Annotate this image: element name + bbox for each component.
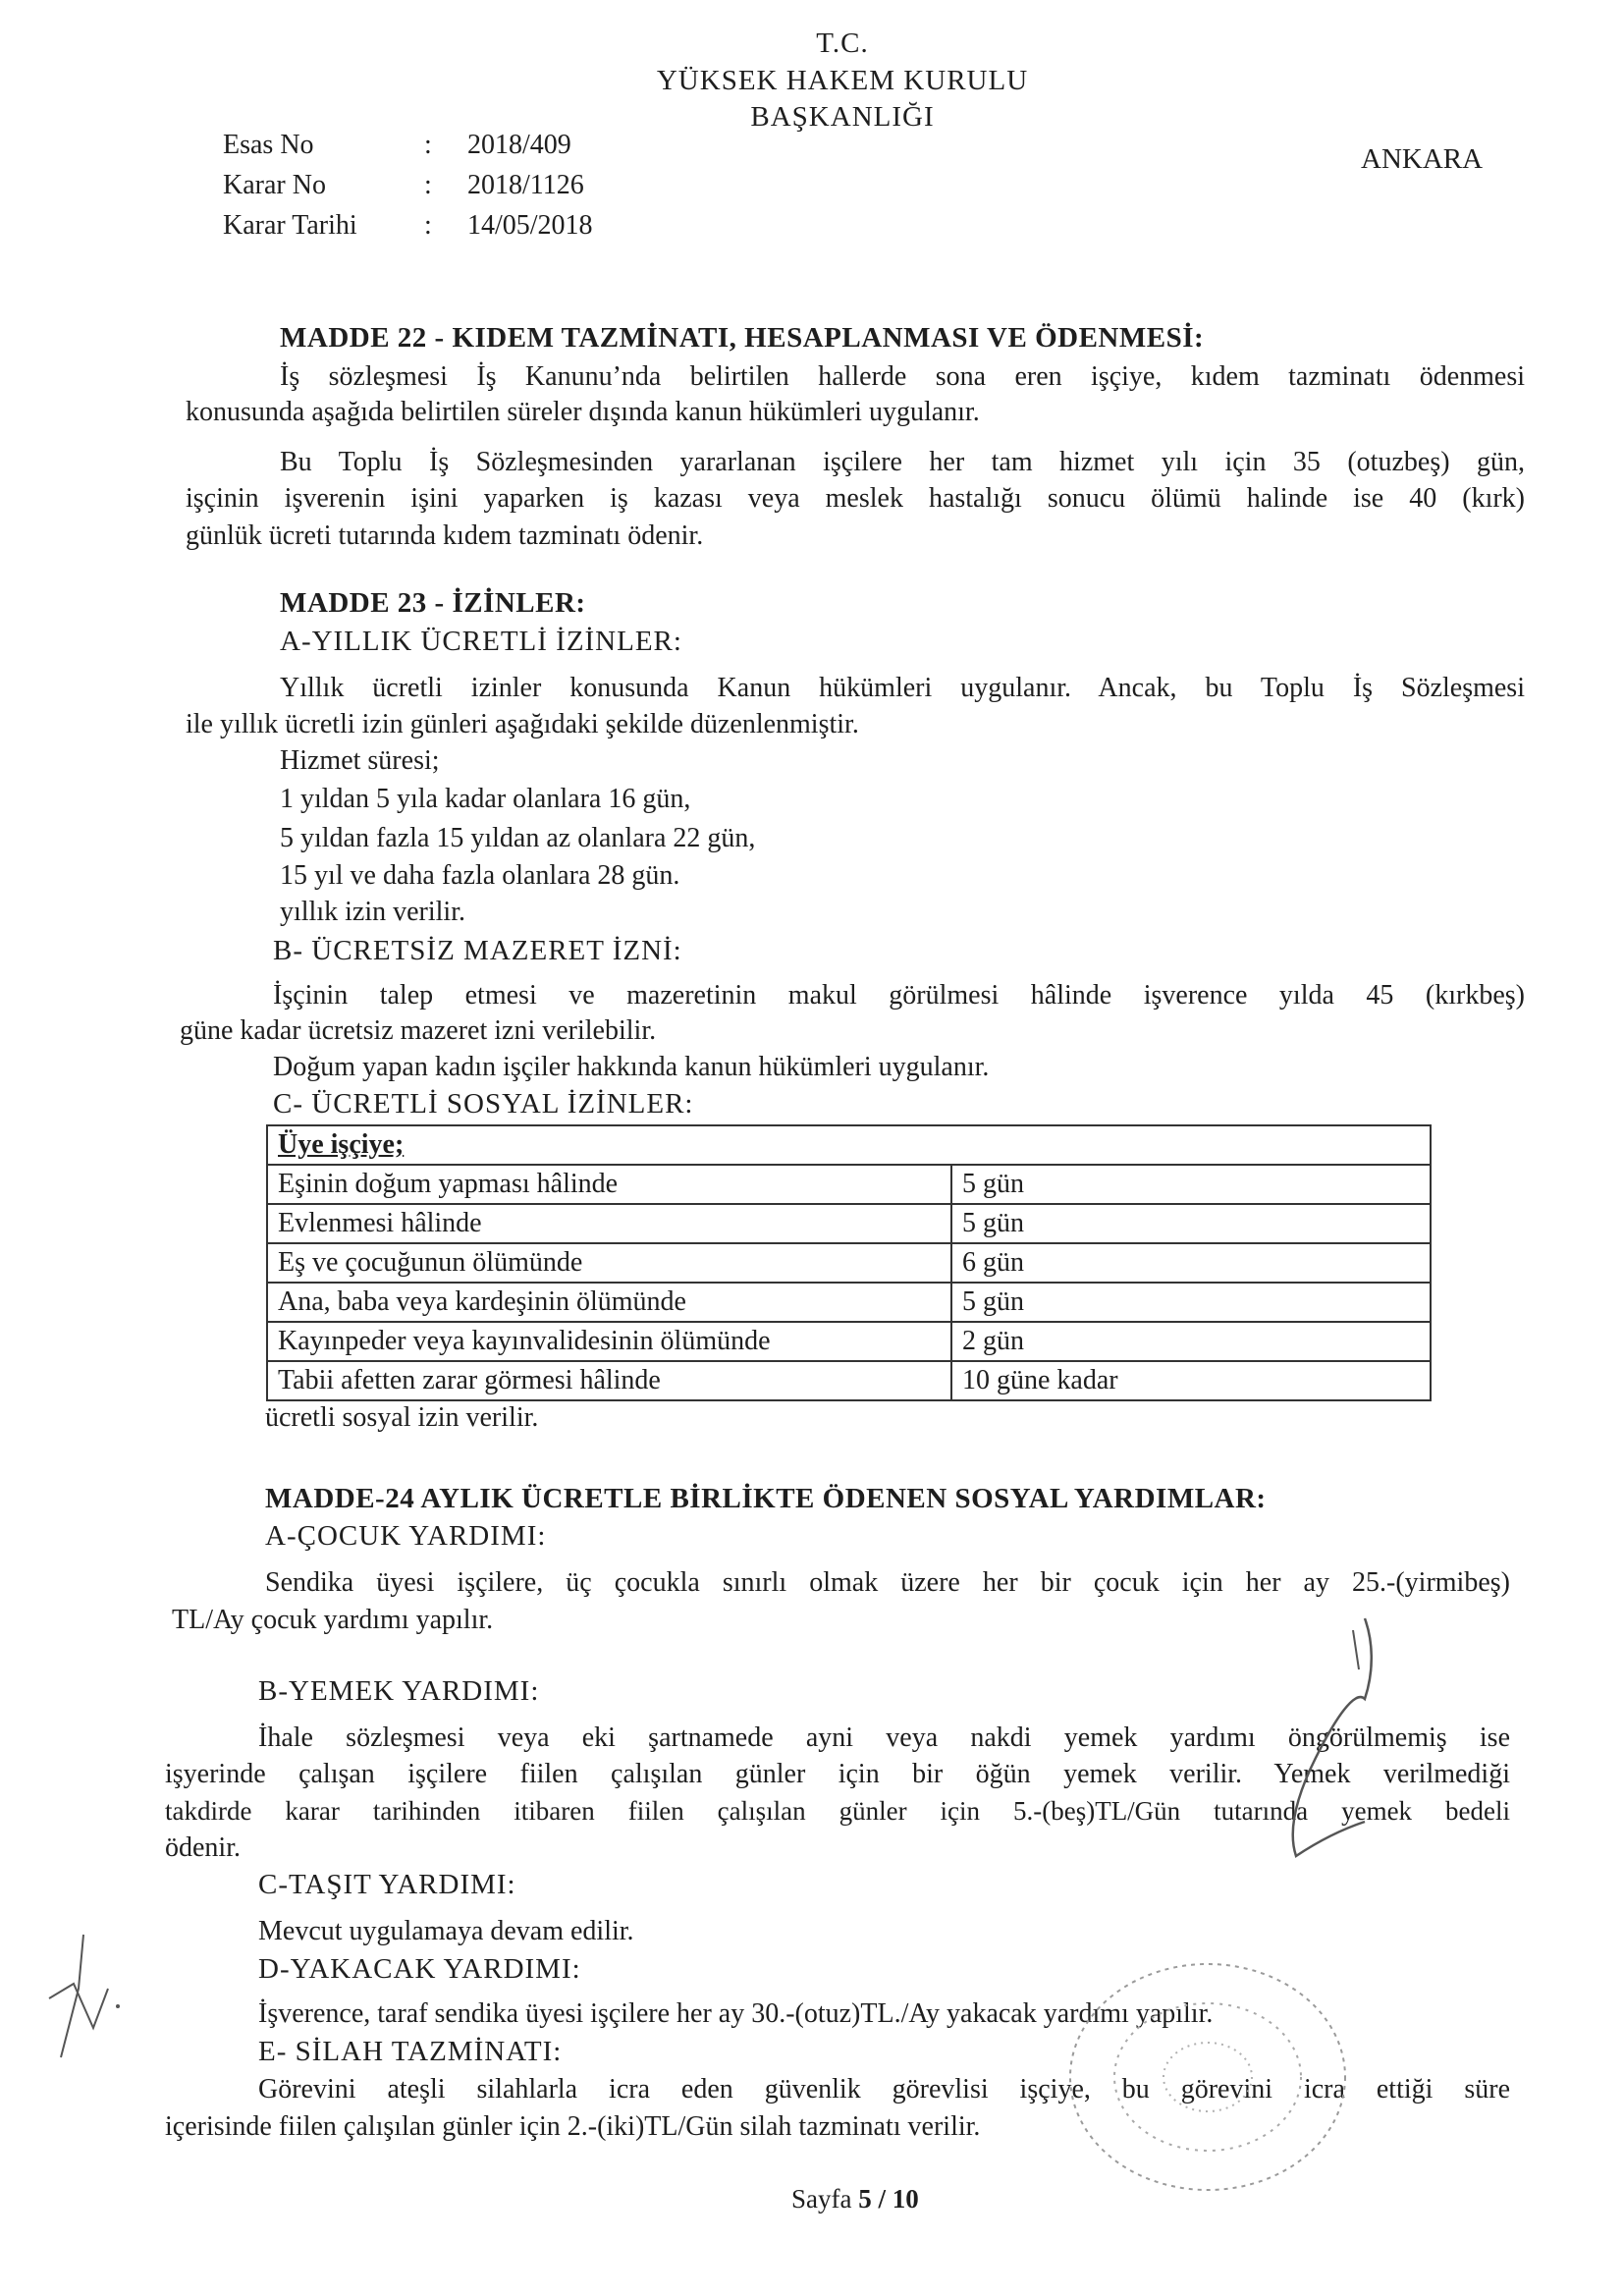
madde24-b-line: İhale sözleşmesi veya eki şartnamede ayni veya nakdi yemek yardımı öngörülmemiş ise: [258, 1722, 1510, 1753]
leave-days: 5 gün: [951, 1283, 1431, 1322]
header-institution: YÜKSEK HAKEM KURULU: [656, 65, 1029, 96]
page-number: 5 / 10: [858, 2184, 919, 2214]
case-meta: [223, 125, 593, 246]
madde23-a-line: 5 yıldan fazla 15 yıldan az olanlara 22 gün,: [280, 823, 756, 853]
madde23-b-line: güne kadar ücretsiz mazeret izni verilebilir.: [180, 1015, 657, 1046]
madde24-a-line: TL/Ay çocuk yardımı yapılır.: [172, 1605, 494, 1635]
header-city: ANKARA: [1361, 143, 1484, 175]
madde24-b-line: işyerinde çalışan işçilere fiilen çalışılan günler için bir öğün yemek verilir. Yemek verilmediği: [165, 1759, 1510, 1789]
karar-separator: :: [424, 170, 432, 200]
madde23-b-line: İşçinin talep etmesi ve mazeretinin makul görülmesi hâlinde işverence yılda 45 (kırkbeş): [273, 980, 1525, 1011]
leave-days: 2 gün: [951, 1322, 1431, 1361]
madde23-a-line: Hizmet süresi;: [280, 745, 440, 776]
esas-label: Esas No: [223, 130, 314, 160]
table-row: [267, 1322, 1431, 1361]
madde24-c-line: Mevcut uygulamaya devam edilir.: [258, 1916, 634, 1946]
madde22-line: İş sözleşmesi İş Kanunu’nda belirtilen hallerde sona eren işçiye, kıdem tazminatı ödenmesi: [280, 361, 1525, 392]
table-header-cell: Üye işçiye;: [267, 1125, 1431, 1165]
leave-event: Kayınpeder veya kayınvalidesinin ölümünde: [267, 1322, 951, 1361]
madde24-b-line: ödenir.: [165, 1832, 241, 1863]
madde23-a-line: Yıllık ücretli izinler konusunda Kanun hükümleri uygulanır. Ancak, bu Toplu İş Sözleşmesi: [280, 673, 1525, 703]
madde24-sub-e: E- SİLAH TAZMİNATI:: [258, 2036, 563, 2067]
madde22-heading: MADDE 22 - KIDEM TAZMİNATI, HESAPLANMASI VE ÖDENMESİ:: [280, 322, 1205, 354]
madde24-d-line: İşverence, taraf sendika üyesi işçilere her ay 30.-(otuz)TL./Ay yakacak yardımı yapılır.: [258, 1998, 1214, 2029]
table-footer: ücretli sosyal izin verilir.: [265, 1402, 539, 1433]
madde24-e-line: Görevini ateşli silahlarla icra eden güvenlik görevlisi işçiye, bu görevini icra ettiği süre: [258, 2074, 1510, 2105]
table-row: [267, 1243, 1431, 1283]
leave-days: 5 gün: [951, 1204, 1431, 1243]
madde24-heading: MADDE-24 AYLIK ÜCRETLE BİRLİKTE ÖDENEN SOSYAL YARDIMLAR:: [265, 1483, 1267, 1514]
madde23-heading: MADDE 23 - İZİNLER:: [280, 587, 586, 619]
madde22-line: günlük ücreti tutarında kıdem tazminatı ödenir.: [186, 520, 704, 551]
madde24-e-line: içerisinde fiilen çalışılan günler için 2.-(iki)TL/Gün silah tazminatı verilir.: [165, 2111, 981, 2142]
leave-days: 10 güne kadar: [951, 1361, 1431, 1400]
table-row: [267, 1204, 1431, 1243]
karar-label: Karar No: [223, 170, 326, 200]
initial-mark: [39, 1930, 128, 2067]
table-row: [267, 1361, 1431, 1400]
tarih-label: Karar Tarihi: [223, 210, 357, 241]
header-office: BAŞKANLIĞI: [750, 101, 935, 133]
esas-separator: :: [424, 130, 432, 160]
leave-event: Eşinin doğum yapması hâlinde: [267, 1165, 951, 1204]
karar-row: [223, 165, 593, 205]
esas-value: 2018/409: [467, 130, 571, 160]
madde24-a-line: Sendika üyesi işçilere, üç çocukla sınırlı olmak üzere her bir çocuk için her ay 25.-(yirmibeş): [265, 1567, 1510, 1598]
madde22-line: işçinin işverenin işini yaparken iş kazası veya meslek hastalığı sonucu ölümü halinde ise 40 (kırk): [186, 483, 1525, 514]
madde24-sub-d: D-YAKACAK YARDIMI:: [258, 1953, 581, 1985]
official-stamp: [1060, 1954, 1355, 2200]
table-row: [267, 1165, 1431, 1204]
leave-days: 5 gün: [951, 1165, 1431, 1204]
madde23-b-line: Doğum yapan kadın işçiler hakkında kanun hükümleri uygulanır.: [273, 1052, 990, 1082]
page-label: Sayfa: [791, 2184, 852, 2214]
table-row: [267, 1283, 1431, 1322]
madde22-line: konusunda aşağıda belirtilen süreler dışında kanun hükümleri uygulanır.: [186, 397, 980, 427]
madde24-sub-c: C-TAŞIT YARDIMI:: [258, 1869, 516, 1900]
tarih-separator: :: [424, 210, 432, 241]
esas-row: [223, 125, 593, 165]
madde22-line: Bu Toplu İş Sözleşmesinden yararlanan işçilere her tam hizmet yılı için 35 (otuzbeş) gün,: [280, 447, 1525, 477]
leave-event: Tabii afetten zarar görmesi hâlinde: [267, 1361, 951, 1400]
leave-days: 6 gün: [951, 1243, 1431, 1283]
leave-event: Eş ve çocuğunun ölümünde: [267, 1243, 951, 1283]
madde24-sub-b: B-YEMEK YARDIMI:: [258, 1675, 540, 1707]
page-footer: [791, 2184, 919, 2214]
madde24-b-line: takdirde karar tarihinden itibaren fiilen çalışılan günler için 5.-(beş)TL/Gün tutarında yemek bedeli: [165, 1796, 1510, 1826]
social-leave-table: [266, 1124, 1432, 1401]
header-country: T.C.: [816, 27, 869, 59]
tarih-value: 14/05/2018: [467, 210, 593, 241]
leave-event: Evlenmesi hâlinde: [267, 1204, 951, 1243]
leave-event: Ana, baba veya kardeşinin ölümünde: [267, 1283, 951, 1322]
madde23-a-line: 15 yıl ve daha fazla olanlara 28 gün.: [280, 860, 680, 891]
madde23-a-line: ile yıllık ücretli izin günleri aşağıdaki şekilde düzenlenmiştir.: [186, 709, 859, 739]
madde23-sub-a: A-YILLIK ÜCRETLİ İZİNLER:: [280, 626, 682, 657]
madde23-a-line: 1 yıldan 5 yıla kadar olanlara 16 gün,: [280, 784, 691, 814]
table-header-row: [267, 1125, 1431, 1165]
madde23-sub-c: C- ÜCRETLİ SOSYAL İZİNLER:: [273, 1088, 694, 1120]
madde23-a-line: yıllık izin verilir.: [280, 897, 465, 927]
madde23-sub-b: B- ÜCRETSİZ MAZERET İZNİ:: [273, 935, 682, 966]
tarih-row: [223, 205, 593, 246]
madde24-sub-a: A-ÇOCUK YARDIMI:: [265, 1520, 547, 1552]
karar-value: 2018/1126: [467, 170, 584, 200]
signature-mark: [1217, 1611, 1394, 1895]
